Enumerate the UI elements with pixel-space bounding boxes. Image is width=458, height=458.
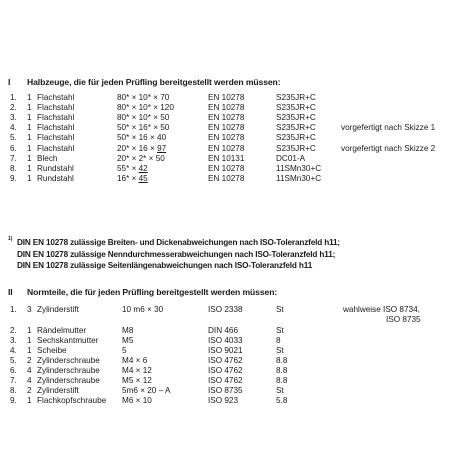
row-dimension-text: 80* × 10* × 50	[117, 113, 170, 122]
row-name: Rändelmutter	[37, 326, 87, 335]
row-quantity: 3	[27, 305, 32, 314]
row-dimension: M4 × 12	[122, 366, 152, 375]
row-number: 8.	[10, 386, 17, 395]
row-dimension	[117, 123, 169, 132]
row-quantity: 1	[27, 326, 32, 335]
row-standard: EN 10278	[208, 123, 245, 132]
section2-title: Normteile, die für jeden Prüfling bereitgestellt werden müssen:	[27, 287, 278, 297]
row-quantity: 1	[27, 113, 32, 122]
row-standard: EN 10131	[208, 154, 245, 163]
section1-roman: I	[8, 77, 11, 87]
row-number: 9.	[10, 174, 17, 183]
row-standard: ISO 4762	[208, 376, 243, 385]
row-dimension	[117, 103, 174, 112]
section2-roman: II	[8, 287, 13, 297]
row-quantity: 2	[27, 356, 32, 365]
row-quantity: 1	[27, 154, 32, 163]
row-material: S235JR+C	[276, 144, 316, 153]
row-note: wahlweise ISO 8734,	[343, 305, 420, 314]
row-dimension	[117, 133, 166, 142]
row-dimension	[117, 93, 169, 102]
row-dimension	[117, 174, 148, 183]
row-dimension: M6 × 10	[122, 396, 152, 405]
row-standard: ISO 8735	[208, 386, 243, 395]
row-standard: ISO 2338	[208, 305, 243, 314]
row-name: Flachstahl	[37, 123, 75, 132]
row-dimension	[117, 144, 166, 153]
row-number: 5.	[10, 133, 17, 142]
row-note: vorgefertigt nach Skizze 1	[341, 123, 436, 132]
row-name: Rundstahl	[37, 164, 74, 173]
row-quantity: 1	[27, 103, 32, 112]
row-number: 5.	[10, 356, 17, 365]
row-number: 4.	[10, 123, 17, 132]
section1-title: Halbzeuge, die für jeden Prüfling bereitgestellt werden müssen:	[27, 77, 281, 87]
row-quantity: 2	[27, 386, 32, 395]
row-quantity: 1	[27, 123, 32, 132]
row-number: 4.	[10, 346, 17, 355]
row-quantity: 1	[27, 144, 32, 153]
row-standard: ISO 4033	[208, 336, 243, 345]
row-material: S235JR+C	[276, 113, 316, 122]
row-number: 2.	[10, 103, 17, 112]
row-dimension-text: 80* × 10* × 120	[117, 103, 174, 112]
footnote-line-3: DIN EN 10278 zulässige Seitenlängenabweichungen nach ISO-Toleranzfeld h11	[17, 261, 313, 270]
row-quantity: 1	[27, 396, 32, 405]
row-number: 2.	[10, 326, 17, 335]
row-dimension	[117, 113, 169, 122]
row-material: 8.8	[276, 376, 288, 385]
row-standard: EN 10278	[208, 164, 245, 173]
row-name: Sechskantmutter	[37, 336, 99, 345]
row-material: S235JR+C	[276, 133, 316, 142]
row-material: 5.8	[276, 396, 288, 405]
row-dimension-underlined: 45	[138, 174, 148, 183]
row-dimension	[117, 154, 165, 163]
row-quantity: 1	[27, 164, 32, 173]
row-material: 8.8	[276, 366, 288, 375]
row-note: vorgefertigt nach Skizze 2	[341, 144, 436, 153]
row-quantity: 1	[27, 336, 32, 345]
row-standard: EN 10278	[208, 144, 245, 153]
row-standard: DIN 466	[208, 326, 239, 335]
row-material: S235JR+C	[276, 93, 316, 102]
row-dimension-text: 55* ×	[117, 164, 139, 173]
row-number: 8.	[10, 164, 17, 173]
row-material: St	[276, 326, 284, 335]
row-name: Zylinderstift	[37, 305, 79, 314]
row-quantity: 1	[27, 133, 32, 142]
row-number: 3.	[10, 113, 17, 122]
row-dimension: 5	[122, 346, 127, 355]
row-material: St	[276, 305, 284, 314]
row-material: S235JR+C	[276, 123, 316, 132]
row-material: 11SMn30+C	[276, 174, 322, 183]
row-number: 7.	[10, 376, 17, 385]
row-standard: ISO 4762	[208, 356, 243, 365]
row-dimension: M4 × 6	[122, 356, 148, 365]
row-material: St	[276, 346, 284, 355]
row-name: Blech	[37, 154, 58, 163]
row-material: 11SMn30+C	[276, 164, 322, 173]
row-number: 1.	[10, 305, 17, 314]
row-dimension: M8	[122, 326, 134, 335]
row-dimension: 10 m6 × 30	[122, 305, 164, 314]
footnote-marker: 1)	[8, 236, 13, 242]
row-name: Flachstahl	[37, 113, 75, 122]
row-number: 3.	[10, 336, 17, 345]
row-standard: ISO 4762	[208, 366, 243, 375]
footnote-line-1: DIN EN 10278 zulässige Breiten- und Dickenabweichungen nach ISO-Toleranzfeld h11;	[17, 238, 341, 247]
row-name: Zylinderschraube	[37, 376, 100, 385]
footnote-line-2: DIN EN 10278 zulässige Nenndurchmesserabweichungen nach ISO-Toleranzfeld h11;	[17, 250, 336, 259]
row-name: Scheibe	[37, 346, 67, 355]
row-material: 8	[276, 336, 281, 345]
row-dimension-underlined: 42	[138, 164, 148, 173]
row-dimension: M5	[122, 336, 134, 345]
row-quantity: 1	[27, 174, 32, 183]
row-standard: ISO 9021	[208, 346, 243, 355]
row-note-continued: ISO 8735	[386, 315, 421, 324]
row-name: Flachstahl	[37, 103, 75, 112]
row-number: 6.	[10, 366, 17, 375]
row-dimension-text: 50* × 16 × 40	[117, 133, 167, 142]
row-number: 1.	[10, 93, 17, 102]
row-material: St	[276, 386, 284, 395]
row-dimension: M5 × 12	[122, 376, 152, 385]
row-number: 6.	[10, 144, 17, 153]
row-dimension	[117, 164, 148, 173]
row-number: 9.	[10, 396, 17, 405]
row-standard: ISO 923	[208, 396, 239, 405]
row-dimension-text: 50* × 16* × 50	[117, 123, 170, 132]
row-name: Zylinderstift	[37, 386, 79, 395]
row-dimension-underlined: 97	[157, 144, 167, 153]
row-material: S235JR+C	[276, 103, 316, 112]
row-name: Flachstahl	[37, 133, 75, 142]
row-dimension-text: 20* × 2* × 50	[117, 154, 165, 163]
row-quantity: 1	[27, 346, 32, 355]
row-dimension-text: 16* ×	[117, 174, 139, 183]
row-dimension-text: 80* × 10* × 70	[117, 93, 170, 102]
row-name: Flachstahl	[37, 144, 75, 153]
row-standard: EN 10278	[208, 174, 245, 183]
row-name: Flachkopfschraube	[37, 396, 107, 405]
row-material: DC01-A	[276, 154, 306, 163]
row-standard: EN 10278	[208, 133, 245, 142]
row-quantity: 4	[27, 376, 32, 385]
row-standard: EN 10278	[208, 113, 245, 122]
row-name: Zylinderschraube	[37, 356, 100, 365]
row-dimension: 5m6 × 20 – A	[122, 386, 171, 395]
row-name: Zylinderschraube	[37, 366, 100, 375]
row-name: Flachstahl	[37, 93, 75, 102]
row-name: Rundstahl	[37, 174, 74, 183]
row-number: 7.	[10, 154, 17, 163]
row-standard: EN 10278	[208, 103, 245, 112]
row-material: 8.8	[276, 356, 288, 365]
row-quantity: 1	[27, 93, 32, 102]
row-standard: EN 10278	[208, 93, 245, 102]
row-quantity: 4	[27, 366, 32, 375]
row-dimension-text: 20* × 16 ×	[117, 144, 158, 153]
